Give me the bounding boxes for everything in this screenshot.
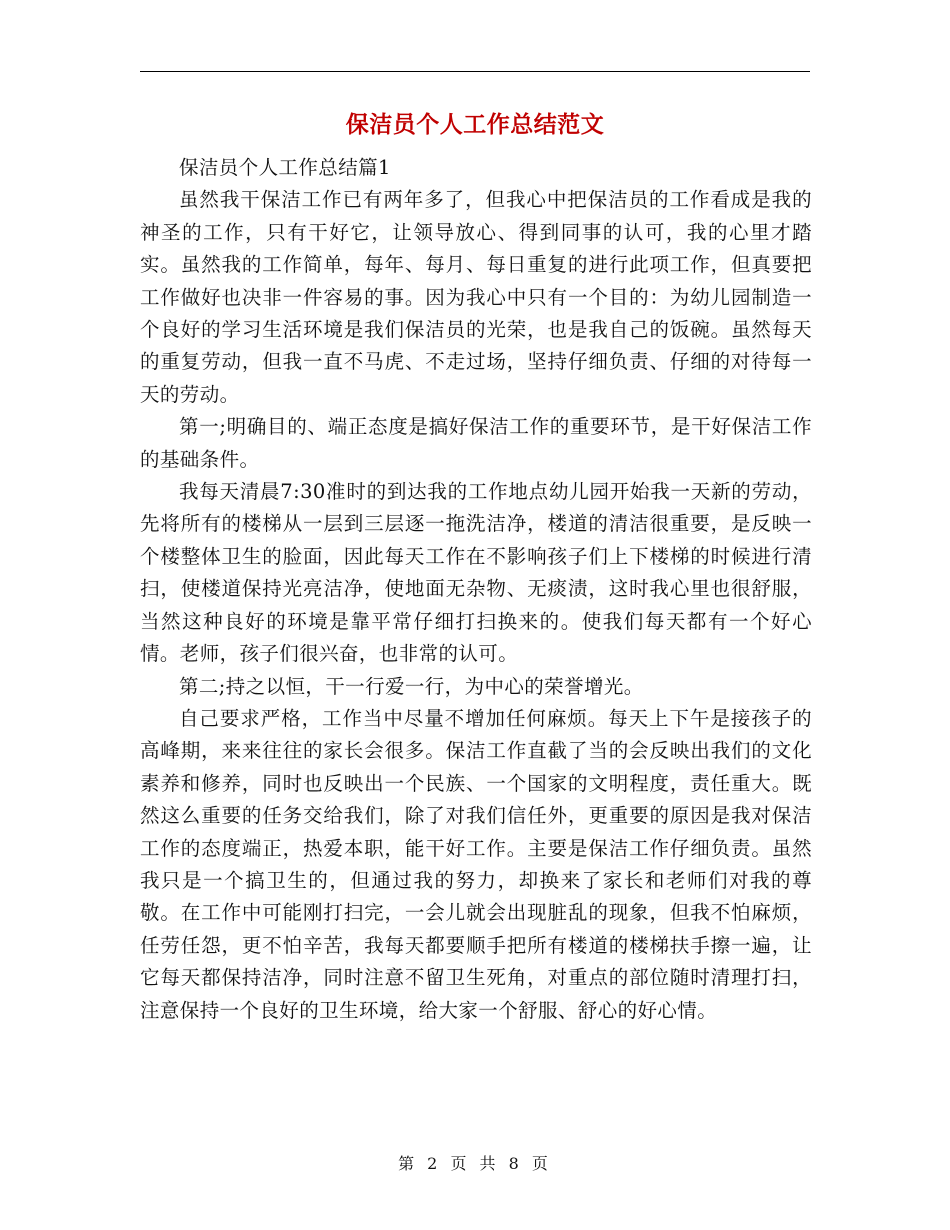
body-paragraph: 虽然我干保洁工作已有两年多了，但我心中把保洁员的工作看成是我的神圣的工作，只有干好它，让领导放心、得到同事的认可，我的心里才踏实。虽然我的工作简单，每年、每月、每日重复的进行此项工作，但真要把工作做好也决非一件容易的事。因为我心中只有一个目的：为幼儿园制造一个良好的学习生活环境是我们保洁员的光荣，也是我自己的饭碗。虽然每天的重复劳动，但我一直不马虎、不走过场，坚持仔细负责、仔细的对待每一天的劳动。 <box>140 188 812 406</box>
document-title: 保洁员个人工作总结范文 <box>345 111 605 138</box>
document-body <box>140 152 812 1027</box>
page-number: 第 2 页 共 8 页 <box>398 1154 552 1173</box>
body-paragraph: 第一;明确目的、端正态度是搞好保洁工作的重要环节，是干好保洁工作的基础条件。 <box>140 415 812 471</box>
section-heading: 保洁员个人工作总结篇1 <box>179 156 391 179</box>
body-paragraph: 自己要求严格，工作当中尽量不增加任何麻烦。每天上下午是接孩子的高峰期，来来往往的家长会很多。保洁工作直截了当的会反映出我们的文化素养和修养，同时也反映出一个民族、一个国家的文明程度，责任重大。既然这么重要的任务交给我们，除了对我们信任外，更重要的原因是我对保洁工作的态度端正，热爱本职，能干好工作。主要是保洁工作仔细负责。虽然我只是一个搞卫生的，但通过我的努力，却换来了家长和老师们对我的尊敬。在工作中可能刚打扫完，一会儿就会出现脏乱的现象，但我不怕麻烦，任劳任怨，更不怕辛苦，我每天都要顺手把所有楼道的楼梯扶手擦一遍，让它每天都保持洁净，同时注意不留卫生死角，对重点的部位随时清理打扫，注意保持一个良好的卫生环境，给大家一个舒服、舒心的好心情。 <box>140 706 812 1022</box>
body-paragraph: 我每天清晨7:30准时的到达我的工作地点幼儿园开始我一天新的劳动，先将所有的楼梯从一层到三层逐一拖洗洁净，楼道的清洁很重要，是反映一个楼整体卫生的脸面，因此每天工作在不影响孩子们上下楼梯的时候进行清扫，使楼道保持光亮洁净，使地面无杂物、无痰渍，这时我心里也很舒服，当然这种良好的环境是靠平常仔细打扫换来的。使我们每天都有一个好心情。老师，孩子们很兴奋，也非常的认可。 <box>140 480 812 666</box>
body-paragraph: 第二;持之以恒，干一行爱一行，为中心的荣誉增光。 <box>179 674 644 698</box>
header-rule <box>140 71 810 72</box>
